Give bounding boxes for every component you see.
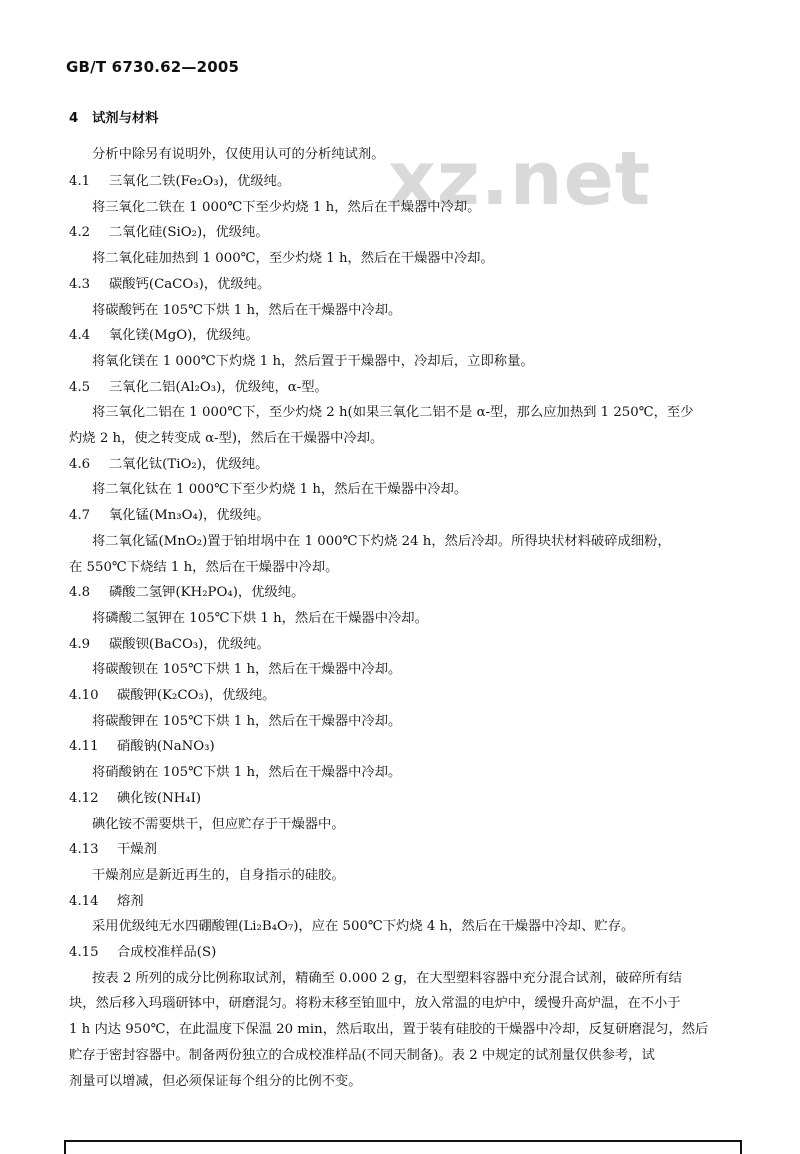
item-body-line: 剂量可以增减，但必须保证每个组分的比例不变。 xyxy=(69,1073,362,1089)
item-title: 干燥剂 xyxy=(117,842,157,858)
section-title: 试剂与材料 xyxy=(92,111,159,126)
bottom-frame xyxy=(64,1140,742,1154)
item-number: 4.12 xyxy=(69,790,99,806)
item-title: 熔剂 xyxy=(117,893,144,909)
item-body-line: 将碳酸钙在 105℃下烘 1 h，然后在干燥器中冷却。 xyxy=(92,302,402,318)
item-title: 氧化锰(Mn₃O₄)，优级纯。 xyxy=(109,508,270,524)
item-body-line: 1 h 内达 950℃，在此温度下保温 20 min，然后取出，置于装有硅胶的干燥器中冷却，反复研磨混匀，然后 xyxy=(69,1022,709,1038)
item-title: 氧化镁(MgO)，优级纯。 xyxy=(109,328,259,344)
item-title: 碳酸钾(K₂CO₃)，优级纯。 xyxy=(117,688,276,703)
item-number: 4.13 xyxy=(69,842,99,858)
item-body-line: 将磷酸二氢钾在 105℃下烘 1 h，然后在干燥器中冷却。 xyxy=(92,610,428,626)
item-body-line: 灼烧 2 h，使之转变成 α-型)，然后在干燥器中冷却。 xyxy=(69,431,384,446)
item-body-line: 将硝酸钠在 105℃下烘 1 h，然后在干燥器中冷却。 xyxy=(92,765,402,781)
watermark: xz.net xyxy=(388,136,652,222)
item-body-line: 按表 2 所列的成分比例称取试剂，精确至 0.000 2 g，在大型塑料容器中充分混合试剂，破碎所有结 xyxy=(92,970,682,986)
item-body-line: 贮存于密封容器中。制备两份独立的合成校准样品(不同天制备)。表 2 中规定的试剂量仅供参考，试 xyxy=(69,1047,655,1063)
item-body-line: 将二氧化硅加热到 1 000℃，至少灼烧 1 h，然后在干燥器中冷却。 xyxy=(92,251,494,267)
standard-code: GB/T 6730.62—2005 xyxy=(66,58,240,76)
item-body-line: 块，然后移入玛瑙研钵中，研磨混匀。将粉末移至铂皿中，放入常温的电炉中，缓慢升高炉温，在不小于 xyxy=(69,996,681,1012)
item-title: 三氧化二铁(Fe₂O₃)，优级纯。 xyxy=(109,174,291,189)
item-title: 硝酸钠(NaNO₃) xyxy=(117,739,215,755)
item-title: 碳酸钡(BaCO₃)，优级纯。 xyxy=(109,636,270,652)
item-number: 4.1 xyxy=(69,174,91,189)
item-title: 二氧化硅(SiO₂)，优级纯。 xyxy=(109,225,269,241)
item-title: 合成校准样品(S) xyxy=(117,945,217,960)
item-number: 4.5 xyxy=(69,379,91,395)
item-body-line: 将二氧化钛在 1 000℃下至少灼烧 1 h，然后在干燥器中冷却。 xyxy=(92,482,468,498)
item-body-line: 在 550℃下烧结 1 h，然后在干燥器中冷却。 xyxy=(69,559,339,575)
item-title: 磷酸二氢钾(KH₂PO₄)，优级纯。 xyxy=(109,585,305,601)
item-number: 4.10 xyxy=(69,688,99,703)
item-number: 4.11 xyxy=(69,739,99,755)
item-body-line: 碘化铵不需要烘干，但应贮存于干燥器中。 xyxy=(92,816,345,832)
item-title: 二氧化钛(TiO₂)，优级纯。 xyxy=(109,456,269,472)
item-title: 碳酸钙(CaCO₃)，优级纯。 xyxy=(109,276,271,292)
item-title: 碘化铵(NH₄I) xyxy=(117,790,202,806)
item-number: 4.3 xyxy=(69,276,91,292)
item-body-line: 将碳酸钡在 105℃下烘 1 h，然后在干燥器中冷却。 xyxy=(92,662,402,678)
item-body-line: 将三氧化二铝在 1 000℃下，至少灼烧 2 h(如果三氧化二铝不是 α-型，那么应加热到 1 250℃，至少 xyxy=(92,405,694,421)
item-number: 4.8 xyxy=(69,585,91,601)
item-number: 4.4 xyxy=(69,328,91,344)
item-title: 三氧化二铝(Al₂O₃)，优级纯，α-型。 xyxy=(109,379,328,395)
item-body-line: 将三氧化二铁在 1 000℃下至少灼烧 1 h，然后在干燥器中冷却。 xyxy=(92,199,481,215)
item-number: 4.14 xyxy=(69,893,99,909)
item-body-line: 采用优级纯无水四硼酸锂(Li₂B₄O₇)，应在 500℃下灼烧 4 h，然后在干燥器中冷却、贮存。 xyxy=(92,919,635,935)
item-body-line: 将碳酸钾在 105℃下烘 1 h，然后在干燥器中冷却。 xyxy=(92,713,402,729)
item-number: 4.9 xyxy=(69,636,91,652)
section-number: 4 xyxy=(69,111,79,126)
item-number: 4.7 xyxy=(69,508,91,524)
item-number: 4.15 xyxy=(69,945,99,960)
item-number: 4.6 xyxy=(69,456,91,472)
item-number: 4.2 xyxy=(69,225,91,241)
item-body-line: 干燥剂应是新近再生的，自身指示的硅胶。 xyxy=(92,867,345,883)
intro-paragraph: 分析中除另有说明外，仅使用认可的分析纯试剂。 xyxy=(92,147,385,162)
item-body-line: 将二氧化锰(MnO₂)置于铂坩埚中在 1 000℃下灼烧 24 h，然后冷却。所得块状材料破碎成细粉， xyxy=(92,533,671,549)
item-body-line: 将氧化镁在 1 000℃下灼烧 1 h，然后置于干燥器中，冷却后，立即称量。 xyxy=(92,353,534,369)
